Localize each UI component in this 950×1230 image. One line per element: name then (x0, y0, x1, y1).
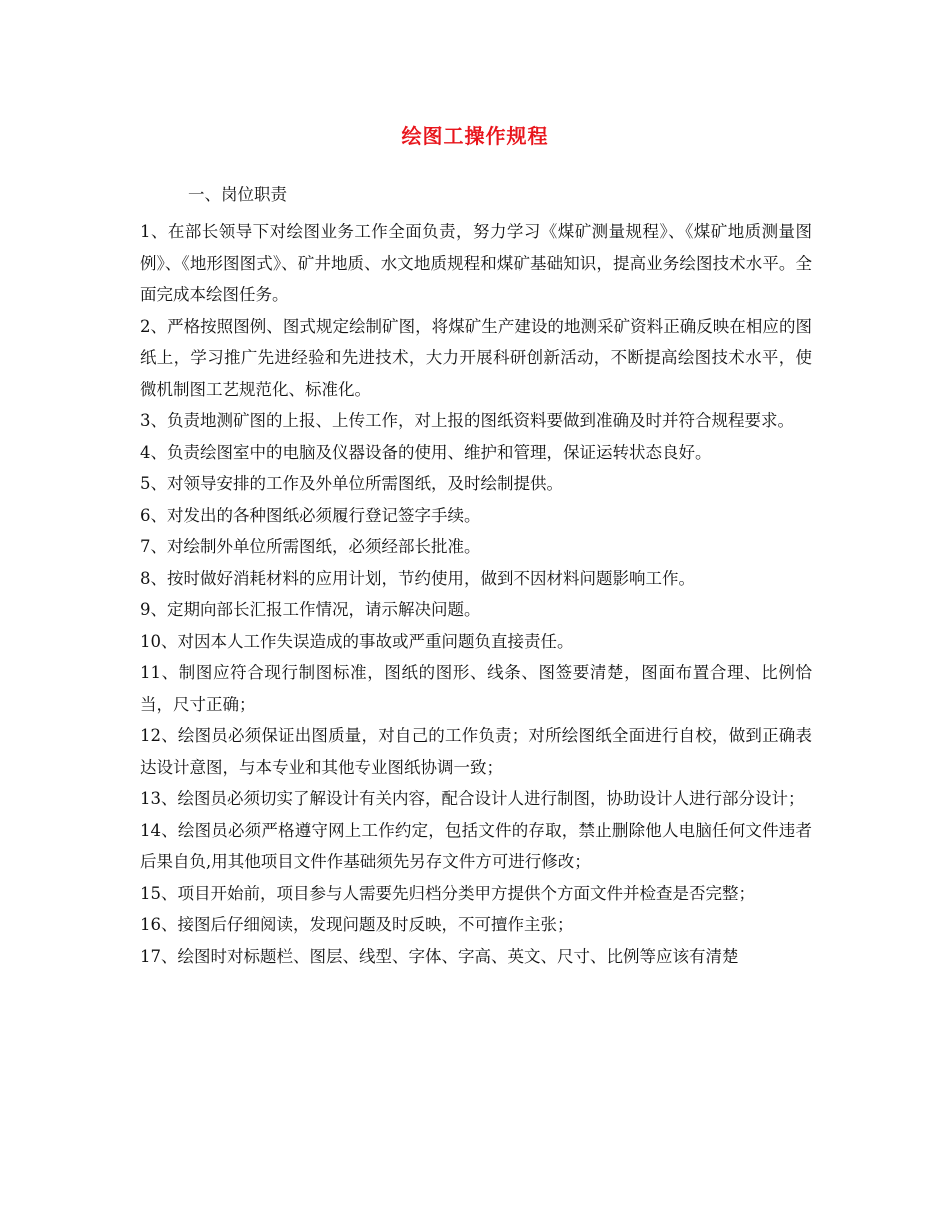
list-item-14: 14、绘图员必须严格遵守网上工作约定，包括文件的存取，禁止删除他人电脑任何文件违者后果自负,用其他项目文件作基础须先另存文件方可进行修改； (140, 820, 812, 871)
list-item-5: 5、对领导安排的工作及外单位所需图纸，及时绘制提供。 (140, 474, 563, 493)
list-item-2: 2、严格按照图例、图式规定绘制矿图，将煤矿生产建设的地测采矿资料正确反映在相应的图纸上，学习推广先进经验和先进技术，大力开展科研创新活动，不断提高绘图技术水平，使微机制图工艺规范化、标准化。 (140, 316, 812, 399)
list-item-7: 7、对绘制外单位所需图纸，必须经部长批准。 (140, 537, 481, 556)
list-item-8: 8、按时做好消耗材料的应用计划，节约使用，做到不因材料问题影响工作。 (140, 568, 695, 588)
list-item-13: 13、绘图员必须切实了解设计有关内容，配合设计人进行制图，协助设计人进行部分设计； (140, 789, 805, 808)
list-item-12: 12、绘图员必须保证出图质量，对自己的工作负责；对所绘图纸全面进行自校，做到正确表达设计意图，与本专业和其他专业图纸协调一致； (140, 726, 812, 777)
section-heading: 一、岗位职责 (188, 185, 287, 204)
document-title: 绘图工操作规程 (401, 124, 549, 148)
list-item-3: 3、负责地测矿图的上报、上传工作，对上报的图纸资料要做到准确及时并符合规程要求。 (140, 411, 794, 430)
list-item-4: 4、负责绘图室中的电脑及仪器设备的使用、维护和管理，保证运转状态良好。 (140, 442, 712, 462)
list-item-17: 17、绘图时对标题栏、图层、线型、字体、字高、英文、尺寸、比例等应该有清楚 (140, 946, 739, 966)
list-item-9: 9、定期向部长汇报工作情况，请示解决问题。 (140, 600, 481, 619)
list-item-11: 11、制图应符合现行制图标准，图纸的图形、线条、图签要清楚，图面布置合理、比例恰当，尺寸正确； (140, 663, 812, 714)
list-item-15: 15、项目开始前，项目参与人需要先归档分类甲方提供个方面文件并检查是否完整； (140, 883, 755, 903)
list-item-16: 16、接图后仔细阅读，发现问题及时反映，不可擅作主张； (140, 915, 574, 934)
list-item-10: 10、对因本人工作失误造成的事故或严重问题负直接责任。 (140, 631, 574, 651)
document-body (140, 216, 812, 972)
list-item-1: 1、在部长领导下对绘图业务工作全面负责，努力学习《煤矿测量规程》、《煤矿地质测量图例》、《地形图图式》、矿井地质、水文地质规程和煤矿基础知识，提高业务绘图技术水平。全面完成本绘图任务。 (140, 222, 812, 304)
list-item-6: 6、对发出的各种图纸必须履行登记签字手续。 (140, 505, 481, 525)
